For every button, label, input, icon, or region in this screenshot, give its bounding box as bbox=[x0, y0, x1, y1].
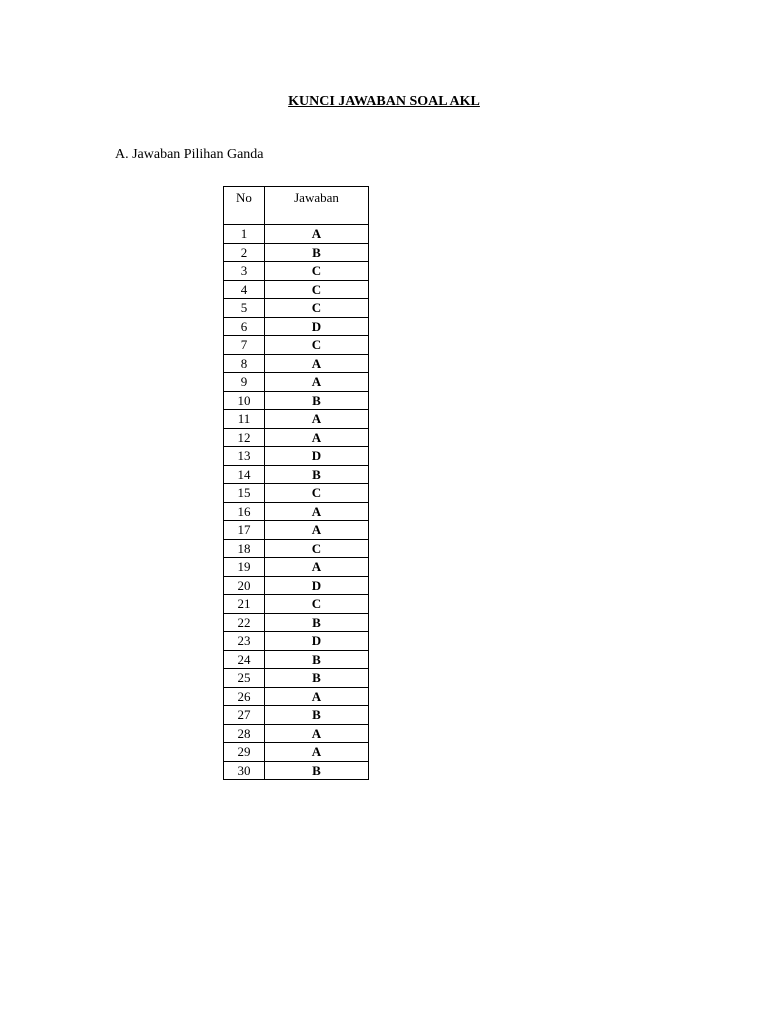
table-row bbox=[224, 743, 369, 762]
row-number: 25 bbox=[224, 669, 265, 688]
row-number: 15 bbox=[224, 484, 265, 503]
row-number: 11 bbox=[224, 410, 265, 429]
row-answer: A bbox=[265, 410, 369, 429]
header-no: No bbox=[224, 187, 265, 225]
table-row bbox=[224, 428, 369, 447]
row-number: 6 bbox=[224, 317, 265, 336]
row-answer: A bbox=[265, 354, 369, 373]
row-answer: D bbox=[265, 447, 369, 466]
row-number: 9 bbox=[224, 373, 265, 392]
section-heading: A. Jawaban Pilihan Ganda bbox=[115, 147, 264, 162]
table-row bbox=[224, 280, 369, 299]
table-row bbox=[224, 558, 369, 577]
row-answer: A bbox=[265, 373, 369, 392]
row-number: 7 bbox=[224, 336, 265, 355]
row-number: 28 bbox=[224, 724, 265, 743]
table-row bbox=[224, 447, 369, 466]
row-number: 30 bbox=[224, 761, 265, 780]
row-answer: B bbox=[265, 669, 369, 688]
table-row bbox=[224, 650, 369, 669]
row-number: 14 bbox=[224, 465, 265, 484]
row-answer: A bbox=[265, 687, 369, 706]
row-answer: A bbox=[265, 428, 369, 447]
row-number: 3 bbox=[224, 262, 265, 281]
table-row bbox=[224, 354, 369, 373]
row-number: 17 bbox=[224, 521, 265, 540]
row-number: 20 bbox=[224, 576, 265, 595]
row-answer: B bbox=[265, 465, 369, 484]
row-answer: B bbox=[265, 243, 369, 262]
table-row bbox=[224, 613, 369, 632]
table-row bbox=[224, 761, 369, 780]
row-number: 16 bbox=[224, 502, 265, 521]
row-answer: B bbox=[265, 650, 369, 669]
table-body bbox=[224, 225, 369, 780]
row-number: 23 bbox=[224, 632, 265, 651]
row-number: 29 bbox=[224, 743, 265, 762]
row-answer: A bbox=[265, 724, 369, 743]
row-number: 26 bbox=[224, 687, 265, 706]
row-answer: C bbox=[265, 299, 369, 318]
row-number: 2 bbox=[224, 243, 265, 262]
table-row bbox=[224, 373, 369, 392]
row-answer: B bbox=[265, 706, 369, 725]
table-row bbox=[224, 243, 369, 262]
header-jawaban: Jawaban bbox=[265, 187, 369, 225]
row-answer: C bbox=[265, 280, 369, 299]
table-row bbox=[224, 669, 369, 688]
table-row bbox=[224, 317, 369, 336]
row-answer: B bbox=[265, 761, 369, 780]
row-answer: D bbox=[265, 317, 369, 336]
row-number: 27 bbox=[224, 706, 265, 725]
table-row bbox=[224, 391, 369, 410]
row-number: 24 bbox=[224, 650, 265, 669]
row-number: 8 bbox=[224, 354, 265, 373]
row-answer: C bbox=[265, 595, 369, 614]
row-answer: B bbox=[265, 613, 369, 632]
table-row bbox=[224, 410, 369, 429]
row-answer: A bbox=[265, 558, 369, 577]
row-answer: A bbox=[265, 225, 369, 244]
table-header-row bbox=[224, 187, 369, 225]
table-row bbox=[224, 484, 369, 503]
row-answer: C bbox=[265, 262, 369, 281]
table-row bbox=[224, 299, 369, 318]
row-number: 18 bbox=[224, 539, 265, 558]
row-answer: A bbox=[265, 743, 369, 762]
table-row bbox=[224, 687, 369, 706]
table-row bbox=[224, 595, 369, 614]
document-title: KUNCI JAWABAN SOAL AKL bbox=[288, 94, 480, 109]
table-row bbox=[224, 706, 369, 725]
table-row bbox=[224, 465, 369, 484]
row-number: 22 bbox=[224, 613, 265, 632]
row-number: 10 bbox=[224, 391, 265, 410]
row-number: 5 bbox=[224, 299, 265, 318]
table-row bbox=[224, 262, 369, 281]
row-answer: A bbox=[265, 521, 369, 540]
table-row bbox=[224, 724, 369, 743]
row-number: 1 bbox=[224, 225, 265, 244]
table-row bbox=[224, 632, 369, 651]
table-row bbox=[224, 539, 369, 558]
row-answer: C bbox=[265, 336, 369, 355]
table-row bbox=[224, 502, 369, 521]
table-row bbox=[224, 336, 369, 355]
row-number: 21 bbox=[224, 595, 265, 614]
row-number: 4 bbox=[224, 280, 265, 299]
table-row bbox=[224, 576, 369, 595]
row-answer: D bbox=[265, 632, 369, 651]
row-answer: C bbox=[265, 484, 369, 503]
table-row bbox=[224, 225, 369, 244]
row-answer: B bbox=[265, 391, 369, 410]
row-answer: A bbox=[265, 502, 369, 521]
row-number: 13 bbox=[224, 447, 265, 466]
row-number: 19 bbox=[224, 558, 265, 577]
row-number: 12 bbox=[224, 428, 265, 447]
row-answer: C bbox=[265, 539, 369, 558]
row-answer: D bbox=[265, 576, 369, 595]
table-row bbox=[224, 521, 369, 540]
answer-key-table bbox=[223, 186, 369, 780]
